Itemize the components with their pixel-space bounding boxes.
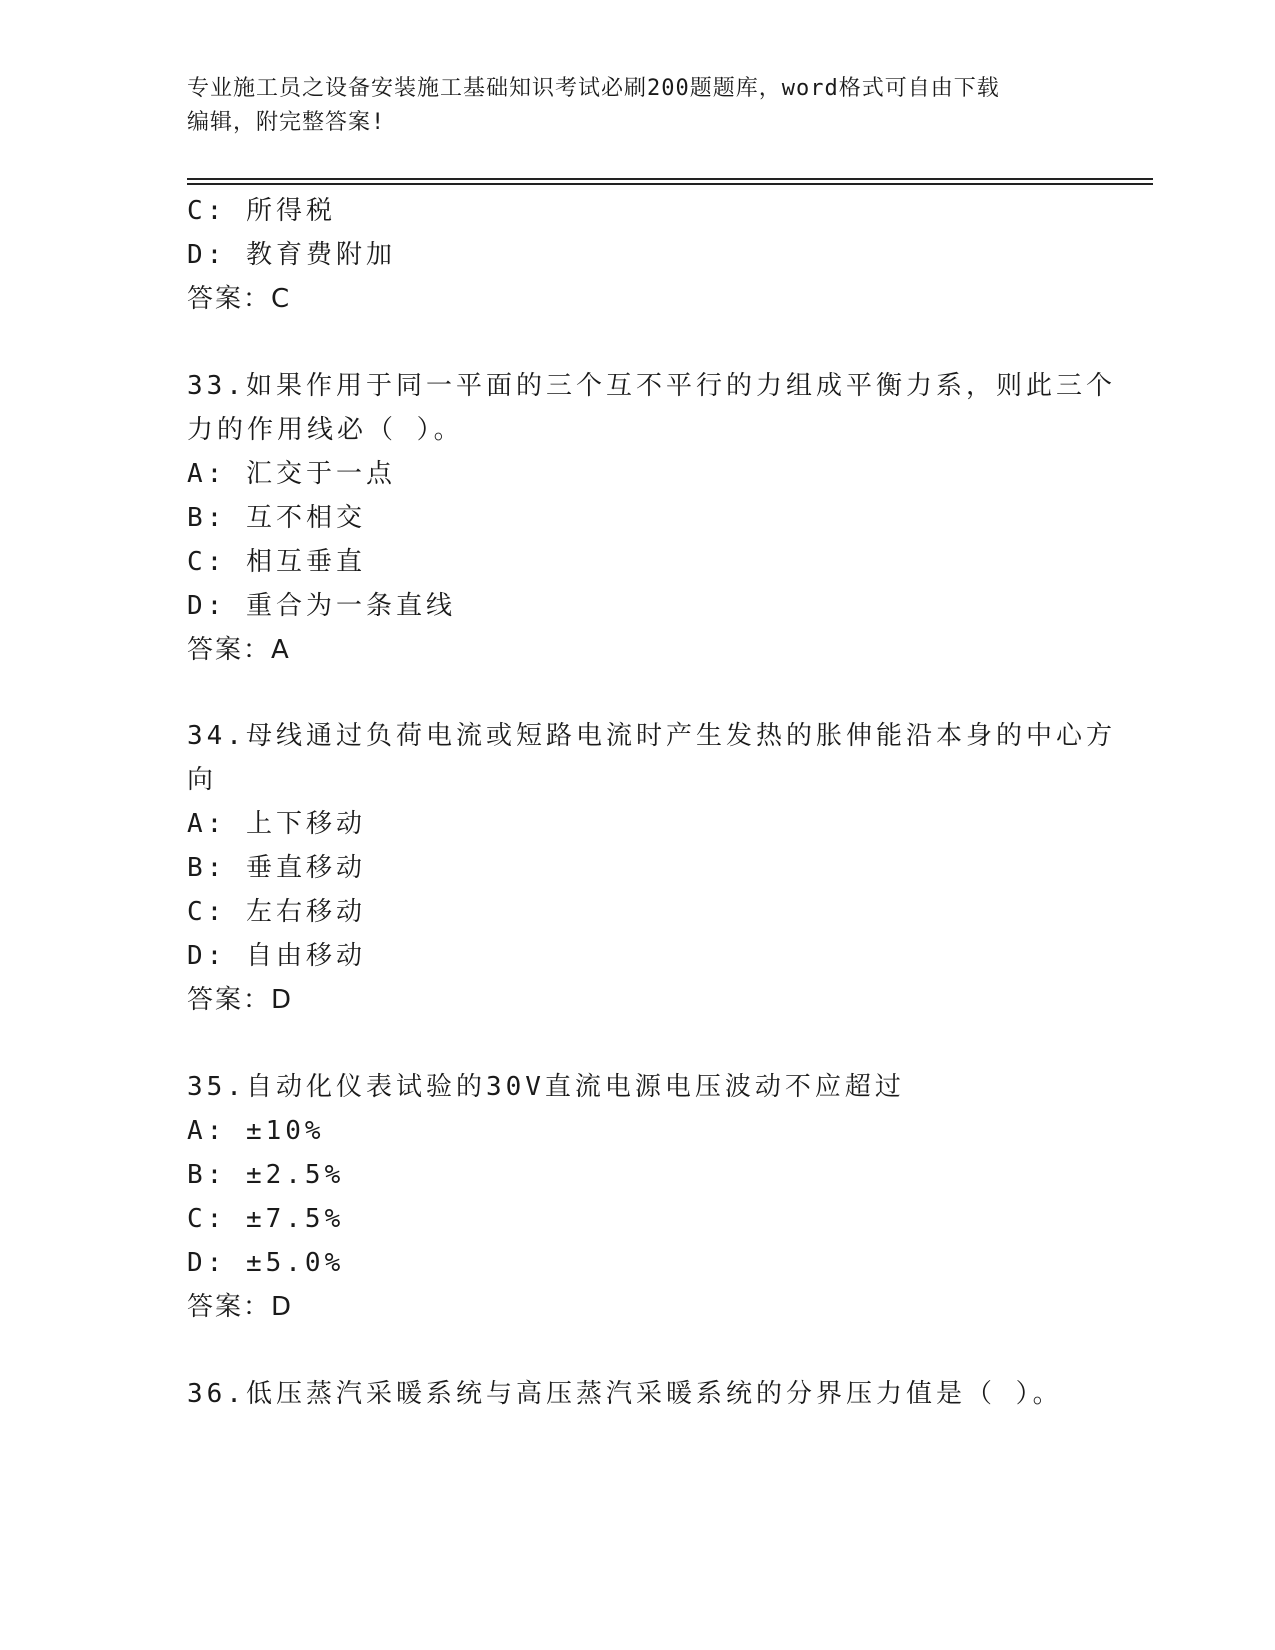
q33-answer: 答案：A [187, 635, 291, 665]
q33-option-a: A: 汇交于一点 [187, 459, 396, 489]
q33-option-c: C: 相互垂直 [187, 547, 366, 577]
q36-stem-line-1: 36.低压蒸汽采暖系统与高压蒸汽采暖系统的分界压力值是（ ）。 [187, 1379, 1063, 1409]
q32-option-d: D: 教育费附加 [187, 240, 396, 270]
q35-stem-line-1: 35.自动化仪表试验的30V直流电源电压波动不应超过 [187, 1072, 905, 1102]
q33-option-d: D: 重合为一条直线 [187, 591, 456, 621]
q34-option-c: C: 左右移动 [187, 897, 366, 927]
q33-stem-line-1: 33.如果作用于同一平面的三个互不平行的力组成平衡力系，则此三个 [187, 371, 1116, 401]
q34-stem-line-2: 向 [187, 765, 218, 795]
q34-option-a: A: 上下移动 [187, 809, 366, 839]
q32-answer: 答案：C [187, 284, 292, 314]
q35-answer: 答案：D [187, 1292, 294, 1322]
q35-option-b: B: ±2.5% [187, 1160, 345, 1190]
header-divider-top [187, 178, 1153, 180]
q35-option-a: A: ±10% [187, 1116, 325, 1146]
header-divider-bottom [187, 183, 1153, 185]
header-title-line-1: 专业施工员之设备安装施工基础知识考试必刷200题题库，word格式可自由下载 [187, 76, 1000, 101]
q34-answer: 答案：D [187, 985, 294, 1015]
q33-stem-line-2: 力的作用线必（ ）。 [187, 415, 464, 445]
q34-option-b: B: 垂直移动 [187, 853, 366, 883]
q33-option-b: B: 互不相交 [187, 503, 366, 533]
q34-option-d: D: 自由移动 [187, 941, 366, 971]
q35-option-d: D: ±5.0% [187, 1248, 345, 1278]
q32-option-c: C: 所得税 [187, 196, 336, 226]
q34-stem-line-1: 34.母线通过负荷电流或短路电流时产生发热的胀伸能沿本身的中心方 [187, 721, 1116, 751]
q35-option-c: C: ±7.5% [187, 1204, 345, 1234]
document-header [187, 72, 1067, 140]
header-title-line-2: 编辑，附完整答案! [187, 110, 386, 135]
